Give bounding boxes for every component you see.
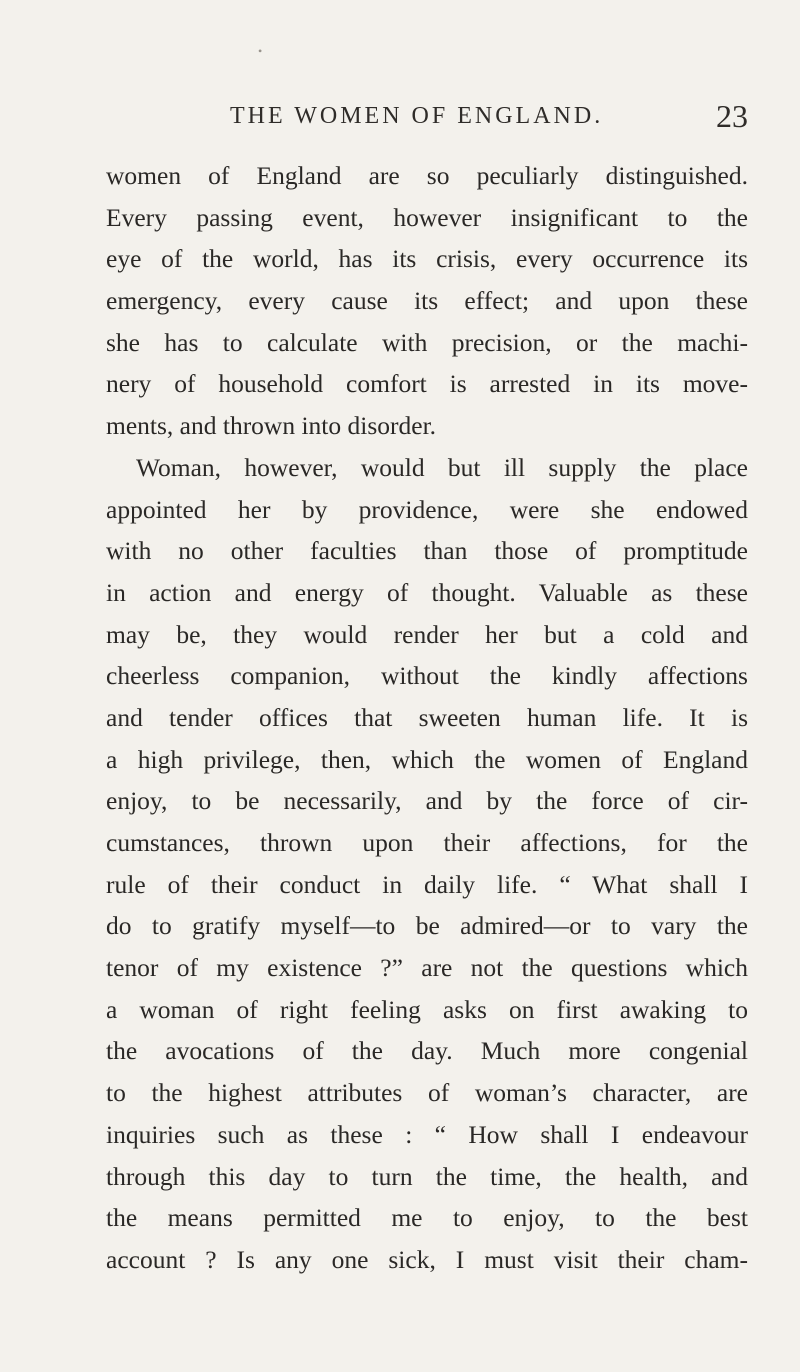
text-line: Woman, however, would but ill supply the place [136, 452, 748, 482]
text-line: emergency, every cause its effect; and upon these [106, 286, 748, 316]
text-line: inquiries such as these : “ How shall I endeavour [106, 1119, 748, 1149]
text-line: a high privilege, then, which the women of England [106, 744, 748, 774]
running-title: THE WOMEN OF ENGLAND. [230, 103, 604, 129]
text-line: women of England are so peculiarly distinguished. [106, 161, 748, 190]
text-line: nery of household comfort is arrested in its move- [106, 369, 748, 399]
text-line: she has to calculate with precision, or the machi- [106, 327, 748, 357]
text-line: with no other faculties than those of promptitude [106, 536, 748, 566]
print-speck: • [258, 44, 263, 58]
text-line: cheerless companion, without the kindly affections [106, 661, 748, 691]
text-line: may be, they would render her but a cold and [106, 619, 748, 649]
text-line: account ? Is any one sick, I must visit their cham- [106, 1244, 748, 1274]
text-line: rule of their conduct in daily life. “ What shall I [106, 869, 748, 899]
text-line: through this day to turn the time, the health, and [106, 1161, 748, 1191]
body-text [106, 155, 748, 1281]
text-line: in action and energy of thought. Valuable as these [106, 577, 748, 607]
text-line: eye of the world, has its crisis, every occurrence its [106, 244, 748, 274]
text-line: the means permitted me to enjoy, to the best [106, 1203, 748, 1233]
text-line: do to gratify myself—to be admired—or to vary the [106, 911, 748, 941]
text-line: and tender offices that sweeten human life. It is [106, 702, 748, 732]
text-line: the avocations of the day. Much more congenial [106, 1036, 748, 1066]
text-line: tenor of my existence ?” are not the questions which [106, 953, 748, 983]
text-line: to the highest attributes of woman’s character, are [106, 1078, 748, 1108]
text-line: Every passing event, however insignificant to the [106, 202, 748, 232]
text-line: a woman of right feeling asks on first awaking to [106, 994, 748, 1024]
page-number: 23 [716, 98, 748, 134]
text-line: ments, and thrown into disorder. [106, 411, 437, 441]
text-line: cumstances, thrown upon their affections, for the [106, 828, 748, 857]
text-line: appointed her by providence, were she endowed [106, 494, 748, 524]
text-line: enjoy, to be necessarily, and by the force of cir- [106, 786, 748, 816]
running-head [105, 96, 748, 136]
